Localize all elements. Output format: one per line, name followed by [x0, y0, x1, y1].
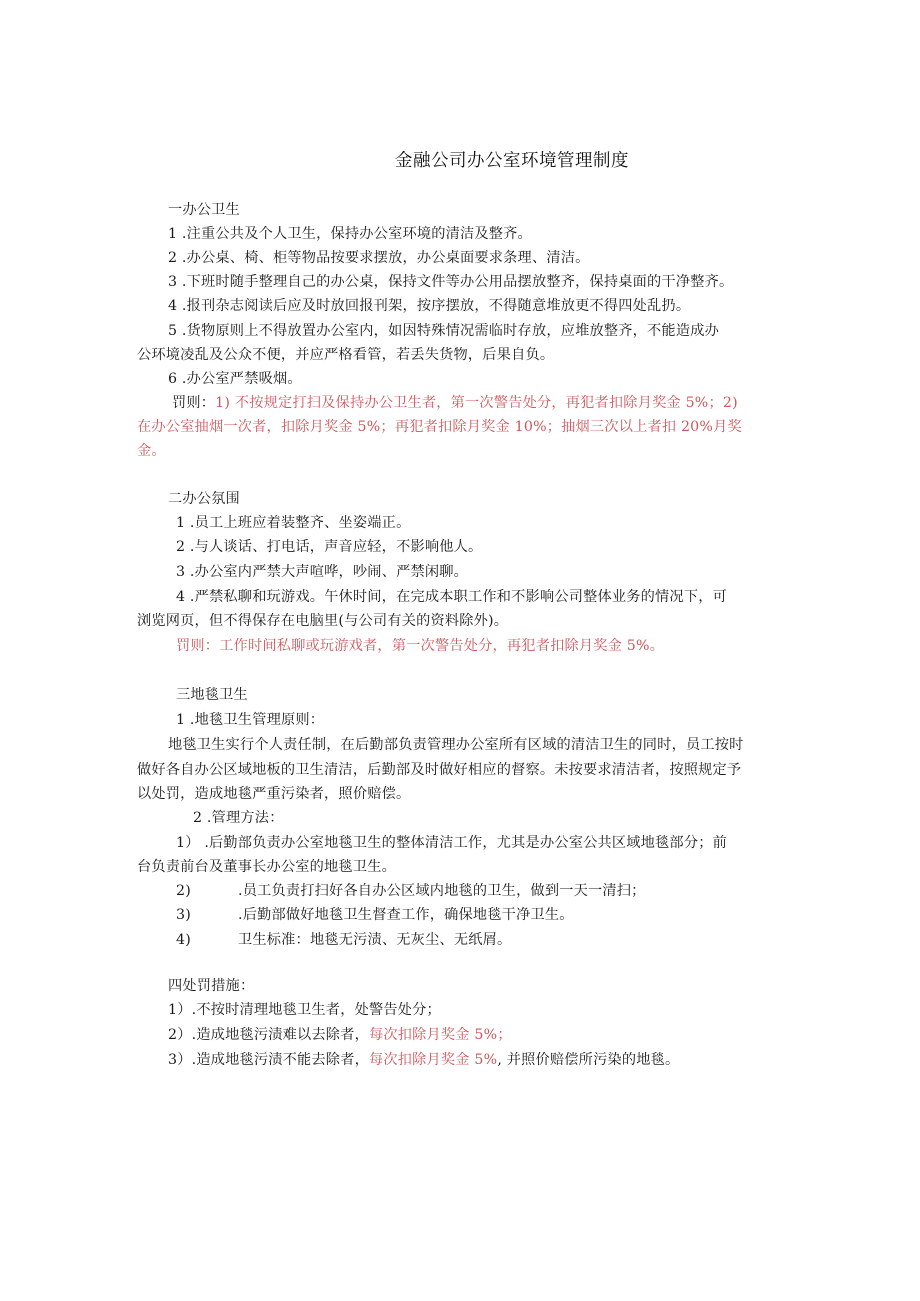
section3-method-1-cont: 台负责前台及董事长办公室的地毯卫生。 [137, 859, 396, 875]
method-number: 4) [176, 932, 191, 948]
section1-item-1: 1 .注重公共及个人卫生，保持办公室环境的清洁及整齐。 [168, 226, 532, 242]
section2-item-1: 1 .员工上班应着装整齐、坐姿端正。 [176, 515, 411, 531]
section3-method-1: 1） .后勤部负责办公室地毯卫生的整体清洁工作，尤其是办公室公共区域地毯部分；前 [176, 835, 727, 851]
item-suffix: , 并照价赔偿所污染的地毯。 [497, 1052, 680, 1068]
section3-method-3 [176, 905, 574, 925]
item-text: 1）.不按时清理地毯卫生者，处警告处分； [168, 1002, 441, 1018]
section4-item-2 [168, 1025, 512, 1045]
penalty-label: 罚则： [172, 395, 216, 411]
section2-heading: 二办公氛围 [168, 491, 240, 507]
section3-method-4 [176, 930, 511, 950]
method-number: 2) [176, 883, 191, 899]
section4-item-1 [168, 1000, 441, 1020]
section1-item-6: 6 .办公室严禁吸烟。 [168, 371, 302, 387]
section1-item-5-cont: 公环境凌乱及公众不便，并应严格看管，若丢失货物，后果自负。 [137, 347, 555, 363]
penalty-text: 1) 不按规定打扫及保持办公卫生者，第一次警告处分，再犯者扣除月奖金 5%；2) [215, 395, 738, 411]
section3-sub2: 2 .管理方法： [193, 810, 284, 826]
section3-method-2 [176, 881, 646, 901]
item-text: 3）.造成地毯污渍不能去除者， [168, 1052, 369, 1068]
section2-item-4: 4 .严禁私聊和玩游戏。午休时间，在完成本职工作和不影响公司整体业务的情况下，可 [176, 589, 727, 605]
section4-item-3 [168, 1050, 679, 1070]
section1-penalty-line-2: 在办公室抽烟一次者，扣除月奖金 5%；再犯者扣除月奖金 10%；抽烟三次以上者扣 20%月奖 [137, 419, 742, 435]
method-text: .后勤部做好地毯卫生督查工作，确保地毯干净卫生。 [238, 907, 574, 923]
section1-item-4: 4 .报刊杂志阅读后应及时放回报刊架，按序摆放，不得随意堆放更不得四处乱扔。 [168, 298, 691, 314]
section2-item-2: 2 .与人谈话、打电话，声音应轻，不影响他人。 [176, 539, 483, 555]
section1-penalty-line-3: 金。 [137, 443, 166, 459]
section1-item-2: 2 .办公桌、椅、柜等物品按要求摆放，办公桌面要求条理、清洁。 [168, 250, 590, 266]
section3-para-line-2: 做好各自办公区域地板的卫生清洁，后勤部及时做好相应的督察。未按要求清洁者，按照规定予 [137, 762, 742, 778]
section1-penalty-line-1 [172, 393, 738, 413]
method-text: .员工负责打扫好各自办公区域内地毯的卫生，做到一天一清扫； [238, 883, 646, 899]
section3-para-line-1: 地毯卫生实行个人责任制，在后勤部负责管理办公室所有区域的清洁卫生的同时，员工按时 [168, 737, 744, 753]
section1-item-3: 3 .下班时随手整理自己的办公桌，保持文件等办公用品摆放整齐，保持桌面的干净整齐。 [168, 274, 734, 290]
method-text: 卫生标准：地毯无污渍、无灰尘、无纸屑。 [238, 932, 512, 948]
item-text: 2）.造成地毯污渍难以去除者， [168, 1027, 369, 1043]
section1-item-5: 5 .货物原则上不得放置办公室内，如因特殊情况需临时存放，应堆放整齐，不能造成办 [168, 323, 719, 339]
method-number: 3) [176, 907, 191, 923]
section2-item-3: 3 .办公室内严禁大声喧哗，吵闹、严禁闲聊。 [176, 564, 469, 580]
section4-heading: 四处罚措施： [168, 978, 255, 994]
document-title: 金融公司办公室环境管理制度 [395, 151, 629, 171]
section1-heading: 一办公卫生 [168, 202, 240, 218]
item-penalty: 每次扣除月奖金 5% [368, 1052, 498, 1068]
item-penalty: 每次扣除月奖金 5%； [368, 1027, 512, 1043]
section2-penalty: 罚则：工作时间私聊或玩游戏者，第一次警告处分，再犯者扣除月奖金 5%。 [176, 638, 665, 654]
section2-item-4-cont: 浏览网页，但不得保存在电脑里(与公司有关的资料除外)。 [137, 613, 509, 629]
section3-sub1: 1 .地毯卫生管理原则： [176, 712, 325, 728]
section3-heading: 三地毯卫生 [176, 687, 248, 703]
section3-para-line-3: 以处罚，造成地毯严重污染者，照价赔偿。 [137, 786, 411, 802]
